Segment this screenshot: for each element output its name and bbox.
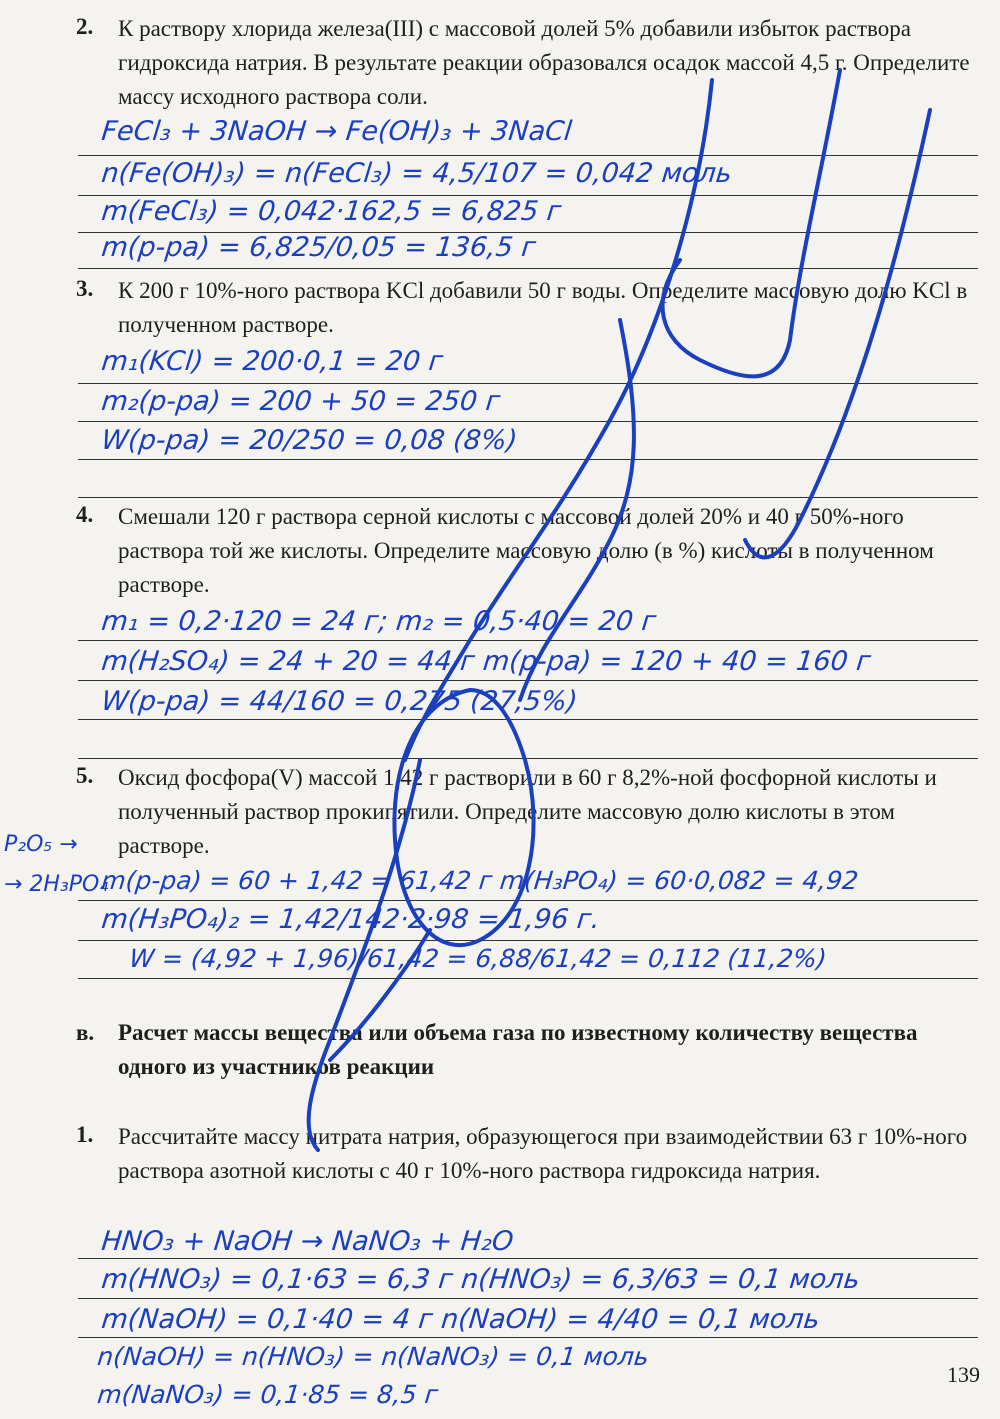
writing-line [78,1298,978,1299]
task-number: 3. [76,276,94,301]
answer-line: m₁(KCl) = 200·0,1 = 20 г [100,346,445,377]
answer-line: HNO₃ + NaOH → NaNO₃ + H₂O [100,1226,515,1257]
section-title: Расчет массы вещества или объема газа по известному количеству вещества одного из участников реакции [118,1020,918,1079]
writing-line [78,155,978,156]
answer-line: m(NaNO₃) = 0,1·85 = 8,5 г [96,1380,440,1409]
answer-line: m₂(р-ра) = 200 + 50 = 250 г [100,386,502,417]
answer-line: m(FeCl₃) = 0,042·162,5 = 6,825 г [100,196,563,227]
task-statement: Смешали 120 г раствора серной кислоты с массовой долей 20% и 40 г 50%-ного раствора той же кислоты. Определите массовую долю (в %) кислоты в полученном растворе. [118,504,934,597]
margin-note: → 2H₃PO₄ [4,872,109,897]
task-number: 2. [76,14,94,39]
writing-line [78,940,978,941]
writing-line [78,421,978,422]
page-number: 139 [947,1362,980,1387]
answer-line: m(H₃PO₄)₂ = 1,42/142·2·98 = 1,96 г. [100,904,602,935]
task-statement: Оксид фосфора(V) массой 1,42 г растворили в 60 г 8,2%-ной фосфорной кислоты и полученный раствор прокипятили. Определите массовую долю кислоты в этом растворе. [118,765,937,858]
answer-line: W(р-ра) = 44/160 = 0,275 (27,5%) [100,686,579,717]
task-number: 5. [76,763,94,788]
writing-line [78,497,978,498]
answer-line: m(H₂SO₄) = 24 + 20 = 44 г m(р-ра) = 120 + 40 = 160 г [100,646,873,677]
answer-line: m(р-ра) = 6,825/0,05 = 136,5 г [100,232,538,263]
answer-line: n(NaOH) = n(HNO₃) = n(NaNO₃) = 0,1 моль [96,1342,651,1371]
answer-line: m₁ = 0,2·120 = 24 г; m₂ = 0,5·40 = 20 г [100,606,658,637]
task-number: 1. [76,1122,94,1147]
writing-line [78,900,978,901]
answer-line: W = (4,92 + 1,96)/61,42 = 6,88/61,42 = 0,112 (11,2%) [128,944,829,973]
writing-line [78,383,978,384]
task-number: 4. [76,502,94,527]
answer-line: W(р-ра) = 20/250 = 0,08 (8%) [100,425,519,456]
writing-line [78,719,978,720]
answer-line: m(HNO₃) = 0,1·63 = 6,3 г n(HNO₃) = 6,3/63 = 0,1 моль [100,1264,862,1295]
writing-line [78,758,978,759]
task-statement: К 200 г 10%-ного раствора KCl добавили 50 г воды. Определите массовую долю KCl в полученном растворе. [118,278,968,337]
task-statement: К раствору хлорида железа(III) с массовой долей 5% добавили избыток раствора гидроксида натрия. В результате реакции образовался осадок массой 4,5 г. Определите массу исходного раствора соли. [118,16,970,109]
writing-line [78,680,978,681]
answer-line: m(р-ра) = 60 + 1,42 = 61,42 г m(H₃PO₄) = 60·0,082 = 4,92 [100,866,860,895]
writing-line [78,640,978,641]
section-letter: в. [76,1020,95,1045]
margin-note: P₂O₅ → [4,832,78,857]
writing-line [78,1337,978,1338]
writing-line [78,1258,978,1259]
answer-line: m(NaOH) = 0,1·40 = 4 г n(NaOH) = 4/40 = 0,1 моль [100,1304,822,1335]
answer-line: n(Fe(OH)₃) = n(FeCl₃) = 4,5/107 = 0,042 моль [100,158,734,189]
writing-line [78,268,978,269]
task-statement: Рассчитайте массу нитрата натрия, образующегося при взаимодействии 63 г 10%-ного раствора азотной кислоты с 40 г 10%-ного раствора гидроксида натрия. [118,1124,968,1183]
writing-line [78,978,978,979]
writing-line [78,459,978,460]
answer-line: FeCl₃ + 3NaOH → Fe(OH)₃ + 3NaCl [100,116,574,147]
